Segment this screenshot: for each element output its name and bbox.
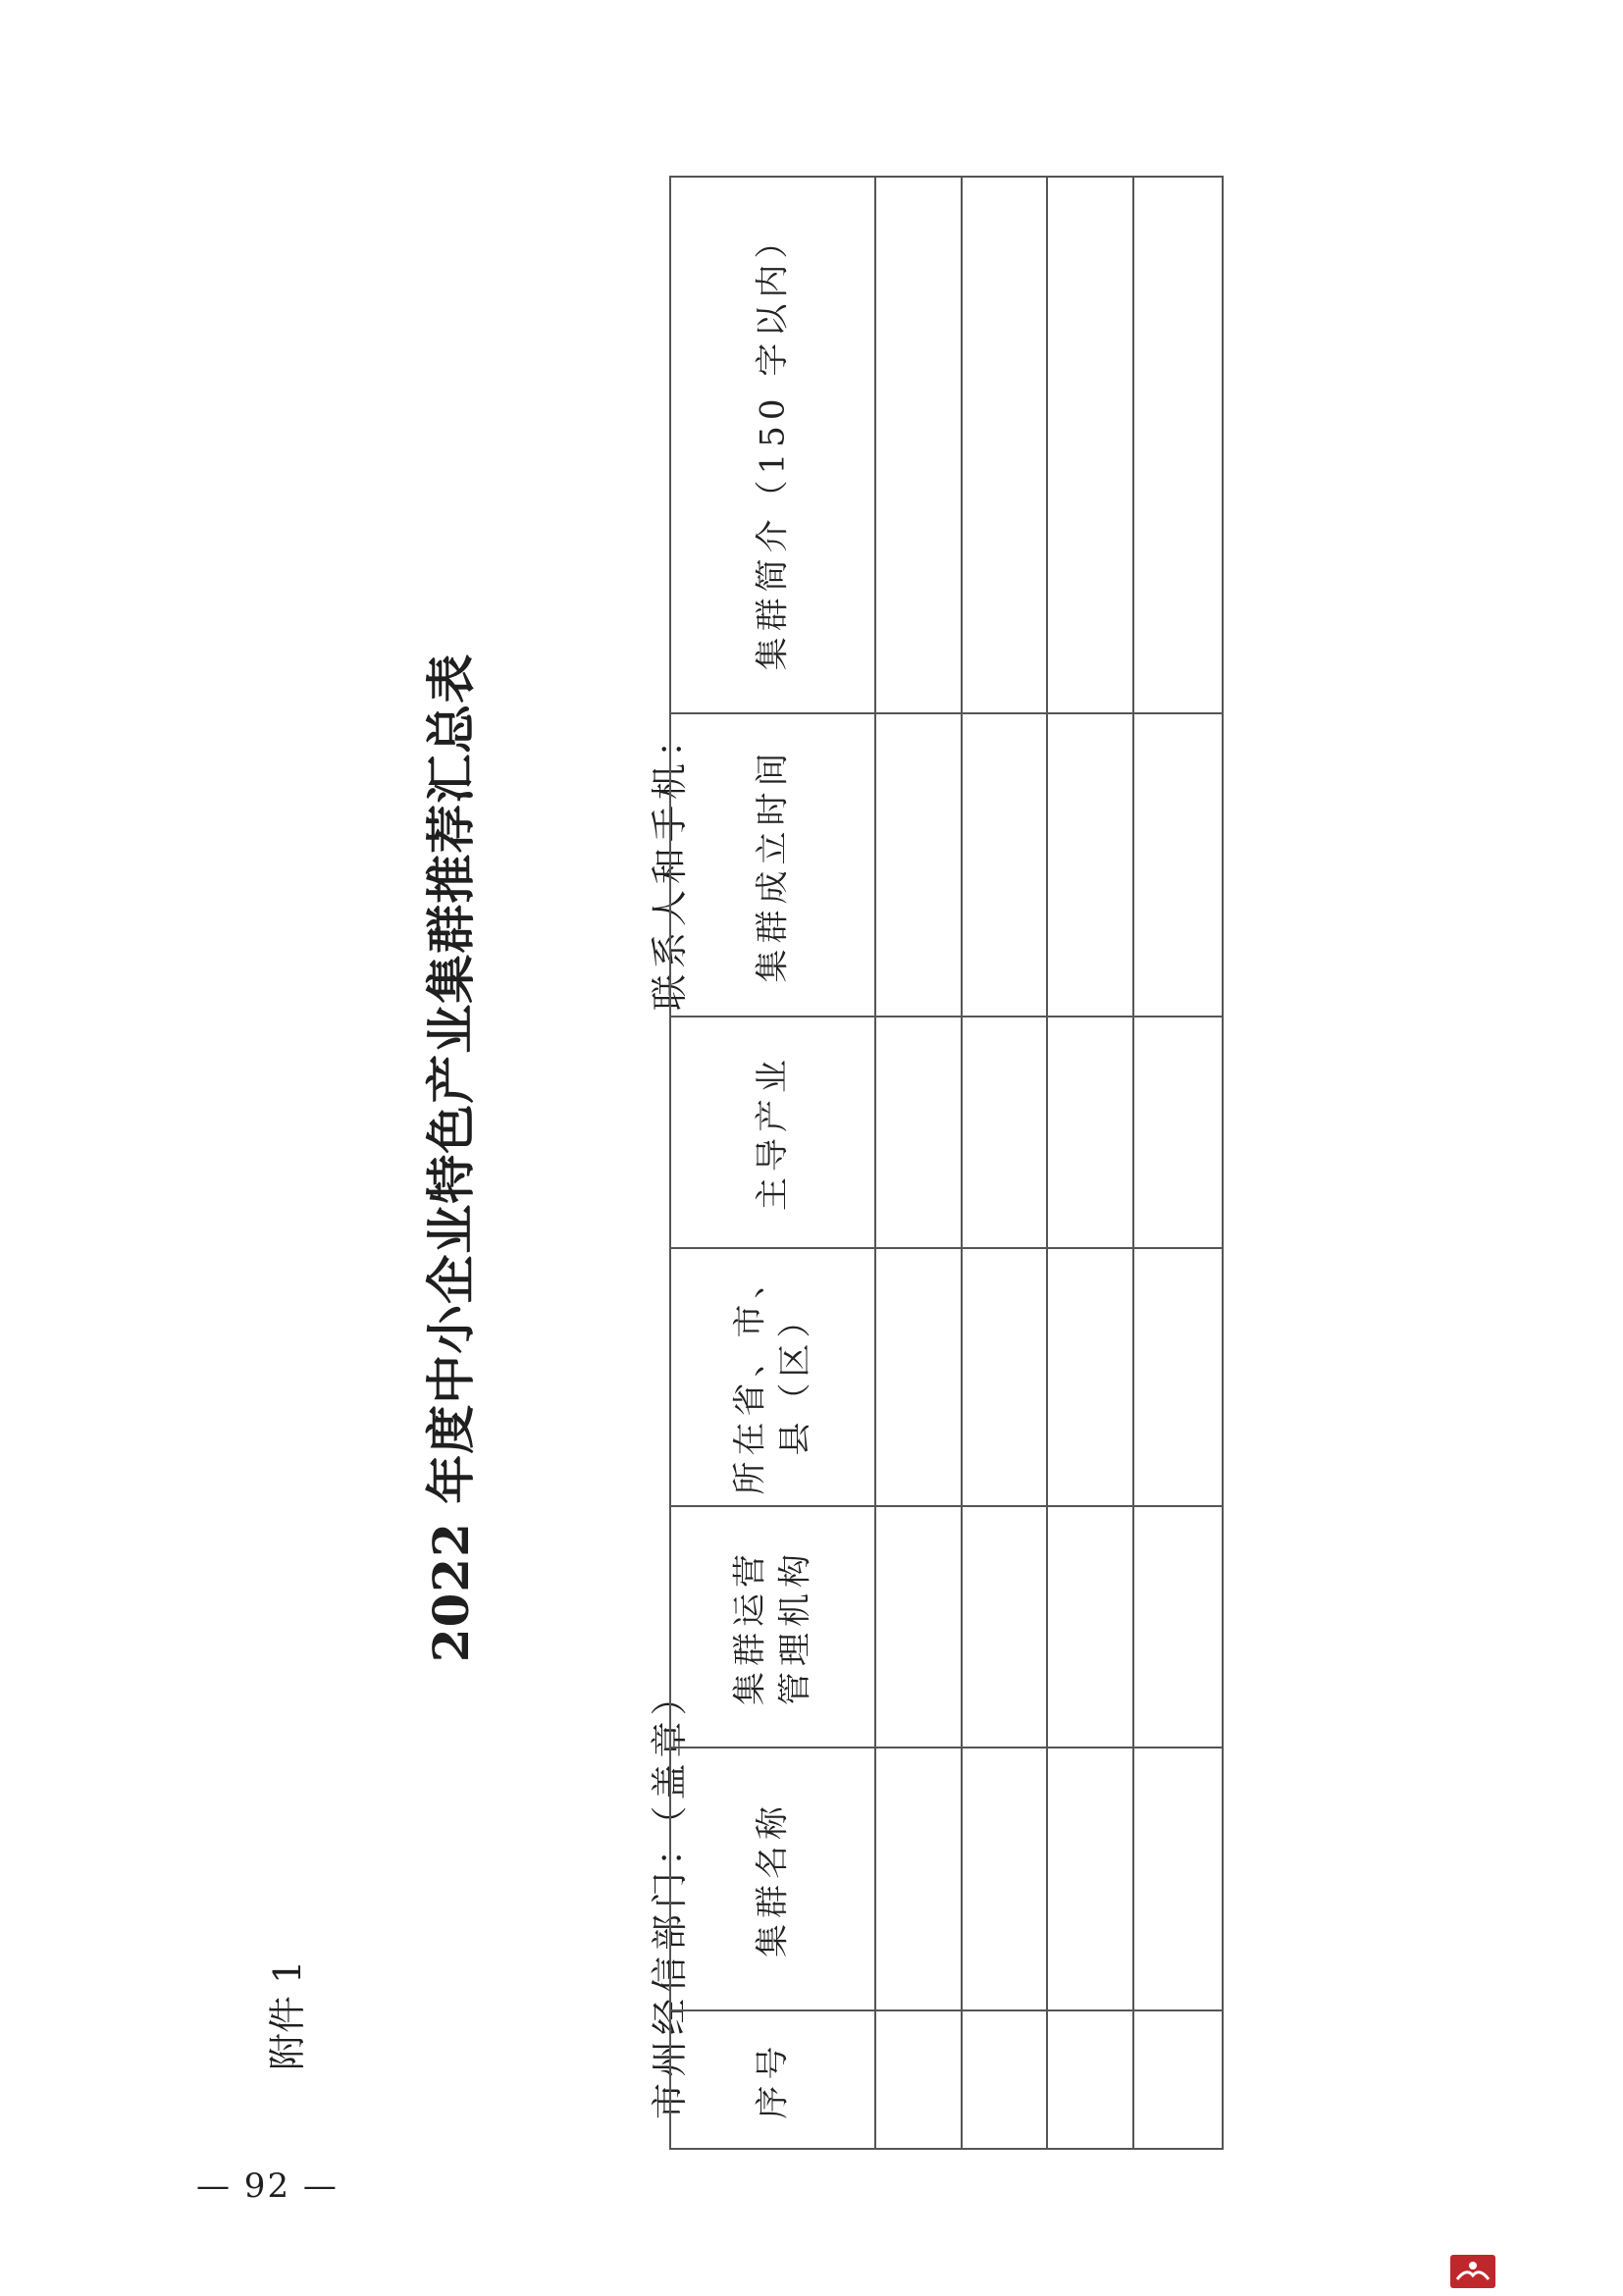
department-seal-label: 市州经信部门：（盖章） [649, 1673, 691, 2119]
table-header-cell: 管理机构 [775, 1548, 815, 1705]
contact-label: 联系人和手机： [649, 715, 691, 1011]
table-header-cell: 序号 [753, 2040, 793, 2119]
publisher-seal-icon [1448, 2253, 1497, 2290]
page-title: 2022 年度中小企业特色产业集群推荐汇总表 [422, 652, 480, 1663]
table-header-cell: 集群名称 [753, 1800, 793, 1957]
table-header-cell: 集群简介（150 字以内） [753, 219, 793, 671]
page-number: — 92 — [196, 2166, 339, 2206]
table-header-cell: 主导产业 [753, 1054, 793, 1211]
table-header-cell: 县（区） [775, 1298, 815, 1456]
table-header-cell: 集群运营 [730, 1548, 770, 1705]
attachment-label: 附件 1 [266, 1959, 309, 2070]
table-header-cell: 所在省、市、 [730, 1259, 770, 1495]
table-header-cell: 集群成立时间 [753, 747, 793, 983]
